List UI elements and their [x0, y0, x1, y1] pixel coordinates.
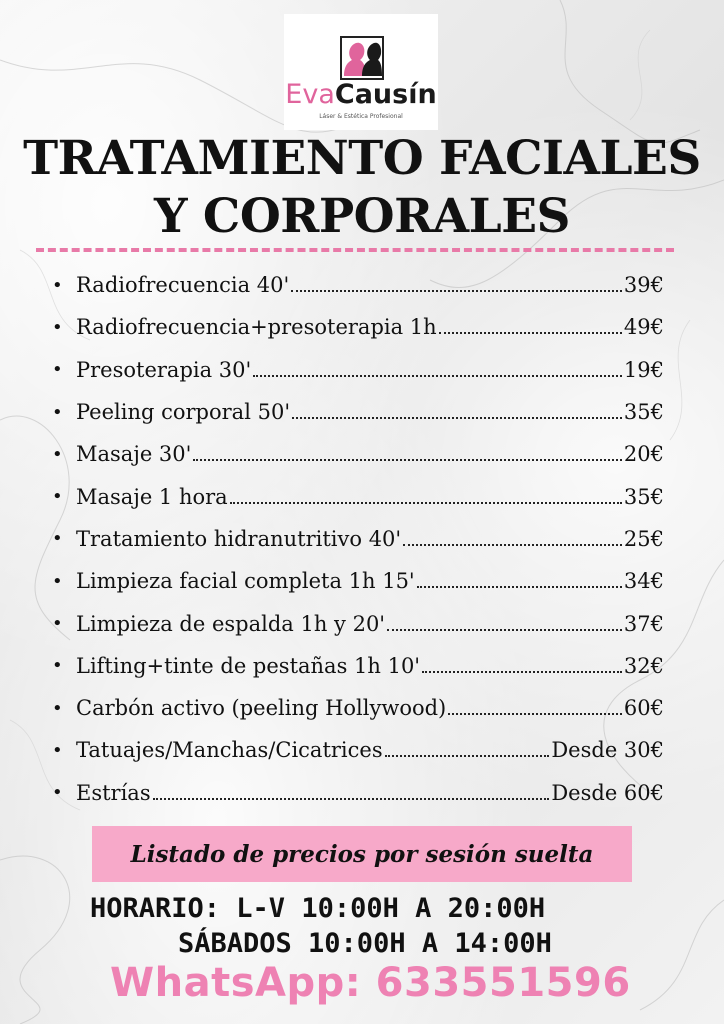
- treatment-price: 32€: [623, 653, 664, 678]
- bullet-icon: •: [52, 782, 63, 804]
- price-list-item: [52, 602, 664, 644]
- schedule-saturday: SÁBADOS 10:00H A 14:00H: [178, 928, 552, 959]
- page-title: [0, 130, 724, 246]
- brand-name-first: Eva: [285, 79, 335, 110]
- treatment-price: 19€: [623, 357, 664, 382]
- treatment-name: Tratamiento hidranutritivo 40': [76, 526, 402, 551]
- bullet-icon: •: [52, 316, 63, 338]
- bullet-icon: •: [52, 274, 63, 296]
- price-list-item: [52, 560, 664, 602]
- brand-logo: [284, 14, 438, 130]
- dotted-leader: [387, 629, 622, 631]
- treatment-price: Desde 60€: [551, 780, 664, 805]
- dotted-leader: [193, 459, 621, 461]
- price-list-item: [52, 306, 664, 348]
- dotted-leader: [403, 544, 622, 546]
- bullet-icon: •: [52, 570, 63, 592]
- treatment-price: Desde 30€: [551, 738, 664, 763]
- treatment-name: Estrías: [76, 780, 151, 805]
- schedule-weekdays: HORARIO: L-V 10:00H A 20:00H: [90, 893, 546, 924]
- treatment-name: Peeling corporal 50': [76, 400, 291, 425]
- bullet-icon: •: [52, 443, 63, 465]
- dotted-leader: [417, 586, 622, 588]
- bullet-icon: •: [52, 486, 63, 508]
- price-list-item: [52, 475, 664, 517]
- brand-tagline: Láser & Estética Profesional: [319, 113, 403, 120]
- price-list-item: [52, 433, 664, 475]
- treatment-price: 35€: [623, 400, 664, 425]
- treatment-price: 35€: [623, 484, 664, 509]
- dotted-leader: [439, 332, 622, 334]
- price-list: [52, 264, 664, 814]
- treatment-name: Carbón activo (peeling Hollywood): [76, 696, 447, 721]
- bullet-icon: •: [52, 739, 63, 761]
- price-list-item: [52, 391, 664, 433]
- treatment-name: Masaje 30': [76, 442, 192, 467]
- treatment-price: 34€: [623, 569, 664, 594]
- title-line-2: Y CORPORALES: [154, 189, 570, 244]
- price-list-item: [52, 772, 664, 814]
- dashed-divider: [36, 248, 674, 252]
- treatment-name: Radiofrecuencia+presoterapia 1h: [76, 315, 437, 340]
- treatment-name: Tatuajes/Manchas/Cicatrices: [76, 738, 383, 763]
- dotted-leader: [422, 671, 622, 673]
- treatment-price: 49€: [623, 315, 664, 340]
- bullet-icon: •: [52, 613, 63, 635]
- dotted-leader: [448, 713, 622, 715]
- dotted-leader: [230, 502, 622, 504]
- treatment-name: Limpieza facial completa 1h 15': [76, 569, 415, 594]
- treatment-price: 25€: [623, 526, 664, 551]
- note-banner: [92, 826, 632, 882]
- treatment-price: 20€: [623, 442, 664, 467]
- treatment-price: 60€: [623, 696, 664, 721]
- dotted-leader: [153, 798, 550, 800]
- treatment-name: Presoterapia 30': [76, 357, 252, 382]
- treatment-price: 37€: [623, 611, 664, 636]
- bullet-icon: •: [52, 528, 63, 550]
- dotted-leader: [253, 375, 622, 377]
- treatment-name: Limpieza de espalda 1h y 20': [76, 611, 386, 636]
- title-line-1: TRATAMIENTO FACIALES: [23, 131, 701, 186]
- two-faces-logo-icon: [340, 36, 384, 80]
- bullet-icon: •: [52, 401, 63, 423]
- dotted-leader: [385, 755, 550, 757]
- price-list-item: [52, 518, 664, 560]
- whatsapp-contact[interactable]: WhatsApp: 633551596: [110, 960, 631, 1006]
- price-list-item: [52, 349, 664, 391]
- treatment-name: Masaje 1 hora: [76, 484, 228, 509]
- price-list-item: [52, 687, 664, 729]
- dotted-leader: [291, 290, 622, 292]
- dotted-leader: [292, 417, 622, 419]
- price-list-item: [52, 264, 664, 306]
- brand-name-last: Causín: [334, 79, 437, 110]
- treatment-name: Radiofrecuencia 40': [76, 273, 290, 298]
- treatment-price: 39€: [623, 273, 664, 298]
- note-text: Listado de precios por sesión suelta: [130, 840, 594, 868]
- bullet-icon: •: [52, 359, 63, 381]
- treatment-name: Lifting+tinte de pestañas 1h 10': [76, 653, 421, 678]
- price-list-item: [52, 729, 664, 771]
- brand-name: [284, 80, 438, 110]
- bullet-icon: •: [52, 697, 63, 719]
- price-list-item: [52, 645, 664, 687]
- bullet-icon: •: [52, 655, 63, 677]
